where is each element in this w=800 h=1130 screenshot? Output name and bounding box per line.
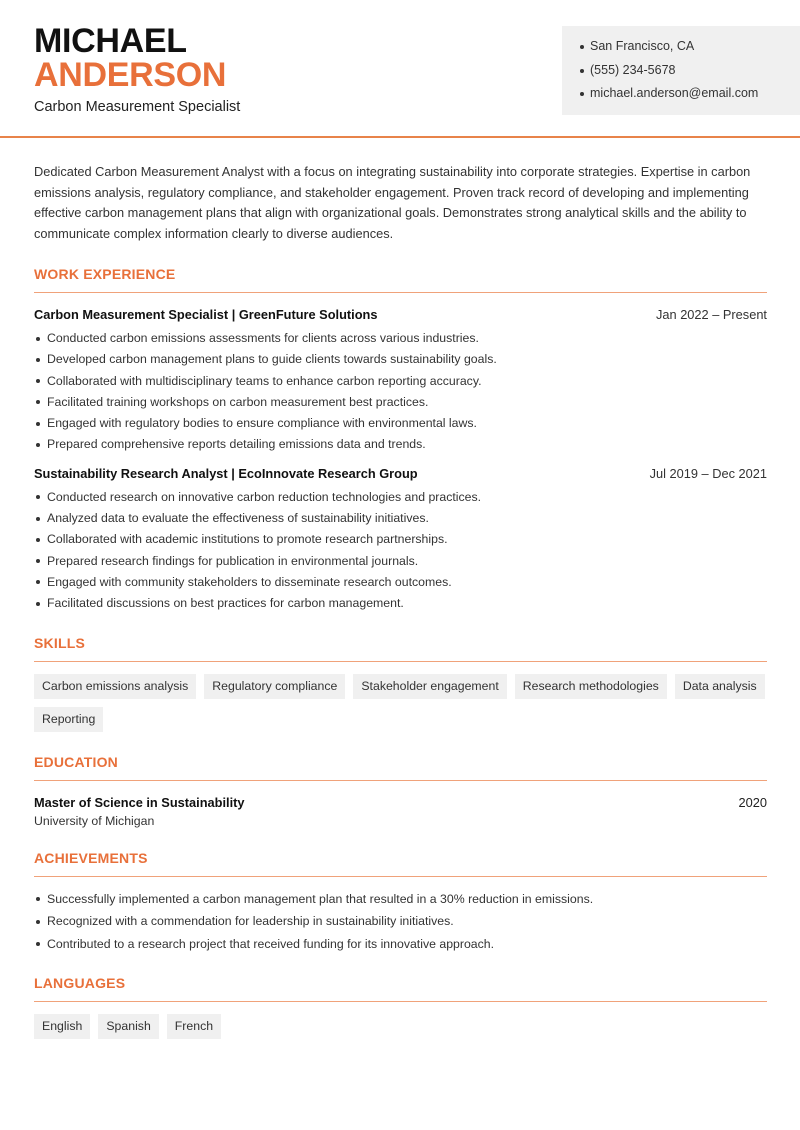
section-heading: EDUCATION [34, 754, 767, 781]
resume-body [34, 162, 767, 1039]
language-tag: English [34, 1014, 90, 1039]
job-entry [34, 307, 767, 456]
list-item: Prepared comprehensive reports detailing emissions data and trends. [34, 434, 767, 455]
list-item: Analyzed data to evaluate the effectiveness of sustainability initiatives. [34, 508, 767, 529]
language-tag: Spanish [98, 1014, 158, 1039]
work-experience-section [34, 266, 767, 615]
education-entry [34, 795, 767, 828]
skills-section [34, 635, 767, 732]
skill-tag: Data analysis [675, 674, 765, 699]
list-item: Successfully implemented a carbon management plan that resulted in a 30% reduction in emissions. [34, 889, 767, 912]
list-item: Engaged with community stakeholders to disseminate research outcomes. [34, 572, 767, 593]
first-name: MICHAEL [34, 22, 187, 60]
skill-tag: Reporting [34, 707, 103, 732]
list-item: Engaged with regulatory bodies to ensure compliance with environmental laws. [34, 413, 767, 434]
section-heading: ACHIEVEMENTS [34, 850, 767, 877]
contact-box [562, 26, 800, 115]
last-name: ANDERSON [34, 56, 227, 94]
list-item: Prepared research findings for publication in environmental journals. [34, 551, 767, 572]
education-section [34, 754, 767, 828]
list-item: Recognized with a commendation for leadership in sustainability initiatives. [34, 911, 767, 934]
language-tag: French [167, 1014, 221, 1039]
job-title: Carbon Measurement Specialist [34, 99, 241, 115]
section-heading: LANGUAGES [34, 975, 767, 1002]
list-item: Developed carbon management plans to guide clients towards sustainability goals. [34, 349, 767, 370]
section-heading: SKILLS [34, 635, 767, 662]
job-entry [34, 466, 767, 615]
graduation-year: 2020 [738, 794, 767, 810]
summary-text: Dedicated Carbon Measurement Analyst with a focus on integrating sustainability into corporate strategies. Expertise in carbon emissions analysis, regulatory compliance, and stakeholder engagement. Proven track record of developing and implementing effective carbon management plans that align with organizational goals. Demonstrates strong analytical skills and the ability to communicate complex information clearly to diverse audiences. [34, 164, 751, 241]
degree: Master of Science in Sustainability [34, 794, 245, 810]
list-item: Conducted research on innovative carbon reduction technologies and practices. [34, 487, 767, 508]
skill-tag: Carbon emissions analysis [34, 674, 196, 699]
list-item: Conducted carbon emissions assessments for clients across various industries. [34, 328, 767, 349]
school: University of Michigan [34, 813, 155, 828]
skill-tag: Research methodologies [515, 674, 667, 699]
full-name [34, 24, 226, 92]
skill-tag: Regulatory compliance [204, 674, 345, 699]
section-heading: WORK EXPERIENCE [34, 266, 767, 293]
list-item: Contributed to a research project that received funding for its innovative approach. [34, 934, 767, 957]
achievements-section [34, 850, 767, 957]
list-item: Facilitated discussions on best practices for carbon management. [34, 593, 767, 614]
job-role: Sustainability Research Analyst | EcoInnovate Research Group [34, 465, 418, 481]
languages-section [34, 975, 767, 1039]
resume-header [0, 0, 800, 138]
list-item: Collaborated with academic institutions to promote research partnerships. [34, 529, 767, 550]
job-dates: Jan 2022 – Present [656, 307, 767, 322]
skill-tag: Stakeholder engagement [353, 674, 506, 699]
list-item: Collaborated with multidisciplinary teams to enhance carbon reporting accuracy. [34, 371, 767, 392]
skills-tags [34, 674, 767, 732]
contact-phone: (555) 234-5678 [580, 62, 800, 86]
language-tags [34, 1014, 767, 1039]
contact-location: San Francisco, CA [580, 38, 800, 62]
job-dates: Jul 2019 – Dec 2021 [649, 465, 767, 481]
job-role: Carbon Measurement Specialist | GreenFuture Solutions [34, 307, 378, 322]
list-item: Facilitated training workshops on carbon measurement best practices. [34, 392, 767, 413]
contact-email[interactable]: michael.anderson@email.com [580, 85, 800, 109]
